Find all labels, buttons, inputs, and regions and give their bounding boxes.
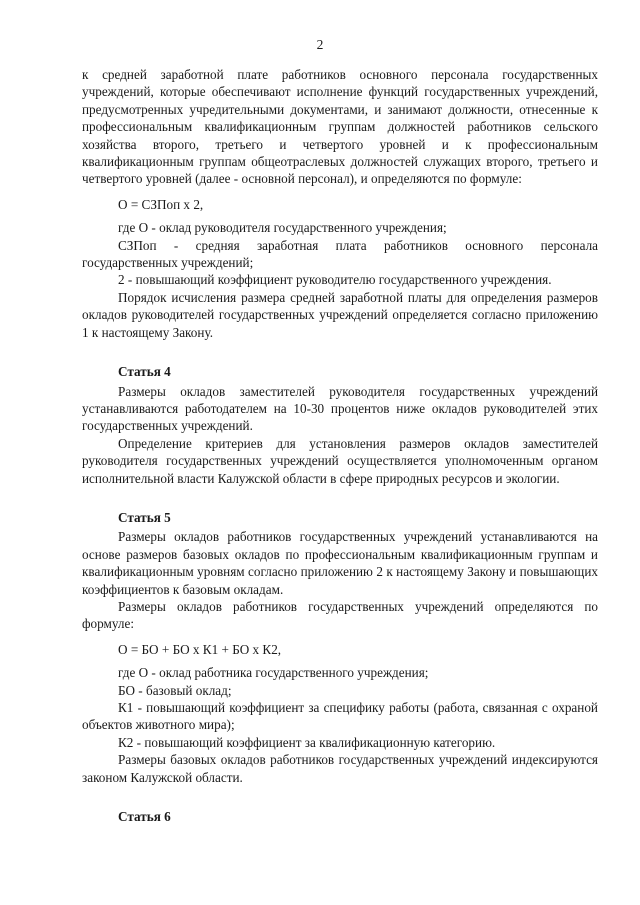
article-6-heading: Статья 6 [118,809,171,825]
head-salary-formula: О = СЗПоп х 2, [118,196,204,212]
formula-definition: где О - оклад работника государственного учреждения; [118,665,429,681]
formula-definition: где О - оклад руководителя государственного учреждения; [118,220,447,236]
formula-definition: 2 - повышающий коэффициент руководителю государственного учреждения. [118,272,552,288]
formula-definition: БО - базовый оклад; [118,682,232,698]
paragraph: Определение критериев для установления размеров окладов заместителей руководителя государственных учреждений осуществляется уполномоченным органом исполнительной власти Калужской области в сфере природных ресурсов и экологии. [82,435,598,486]
paragraph: Размеры окладов работников государственных учреждений определяются по формуле: [82,598,598,632]
paragraph: Размеры окладов работников государственных учреждений устанавливаются на основе размеров базовых окладов по профессиональным квалификационным группам и квалификационным уровням согласно приложению 2 к настоящему Закону и повышающих коэффициентов к базовым окладам. [82,529,598,597]
paragraph: Размеры базовых окладов работников государственных учреждений индексируются законом Калужской области. [82,752,598,785]
page-number: 2 [316,37,324,52]
paragraph: Размеры окладов заместителей руководителя государственных учреждений устанавливаются работодателем на 10-30 процентов ниже окладов руководителей этих государственных учреждений. [82,383,598,434]
document-body [82,66,598,827]
formula-definition: К2 - повышающий коэффициент за квалификационную категорию. [118,734,496,750]
formula-definition: СЗПоп - средняя заработная плата работников основного персонала государственных учреждений; [82,237,598,271]
article-5-heading: Статья 5 [118,509,171,525]
article-4-heading: Статья 4 [118,364,171,380]
intro-paragraph: к средней заработной плате работников основного персонала государственных учреждений, которые обеспечивают исполнение функций государственных учреждений, предусмотренных учредительными документами, и занимают должности, отнесенные к профессиональным квалификационным группам должностей работников сельского хозяйства второго, третьего и четвертого уровней и к профессиональным квалификационным группам общеотраслевых должностей служащих второго, третьего и четвертого уровней (далее - основной персонал), и определяются по формуле: [82,67,598,187]
formula-definition: К1 - повышающий коэффициент за специфику работы (работа, связанная с охраной объектов животного мира); [82,700,598,733]
paragraph: Порядок исчисления размера средней заработной платы для определения размеров окладов руководителей государственных учреждений определяется согласно приложению 1 к настоящему Закону. [82,289,598,340]
worker-salary-formula: О = БО + БО х К1 + БО х К2, [118,641,282,657]
